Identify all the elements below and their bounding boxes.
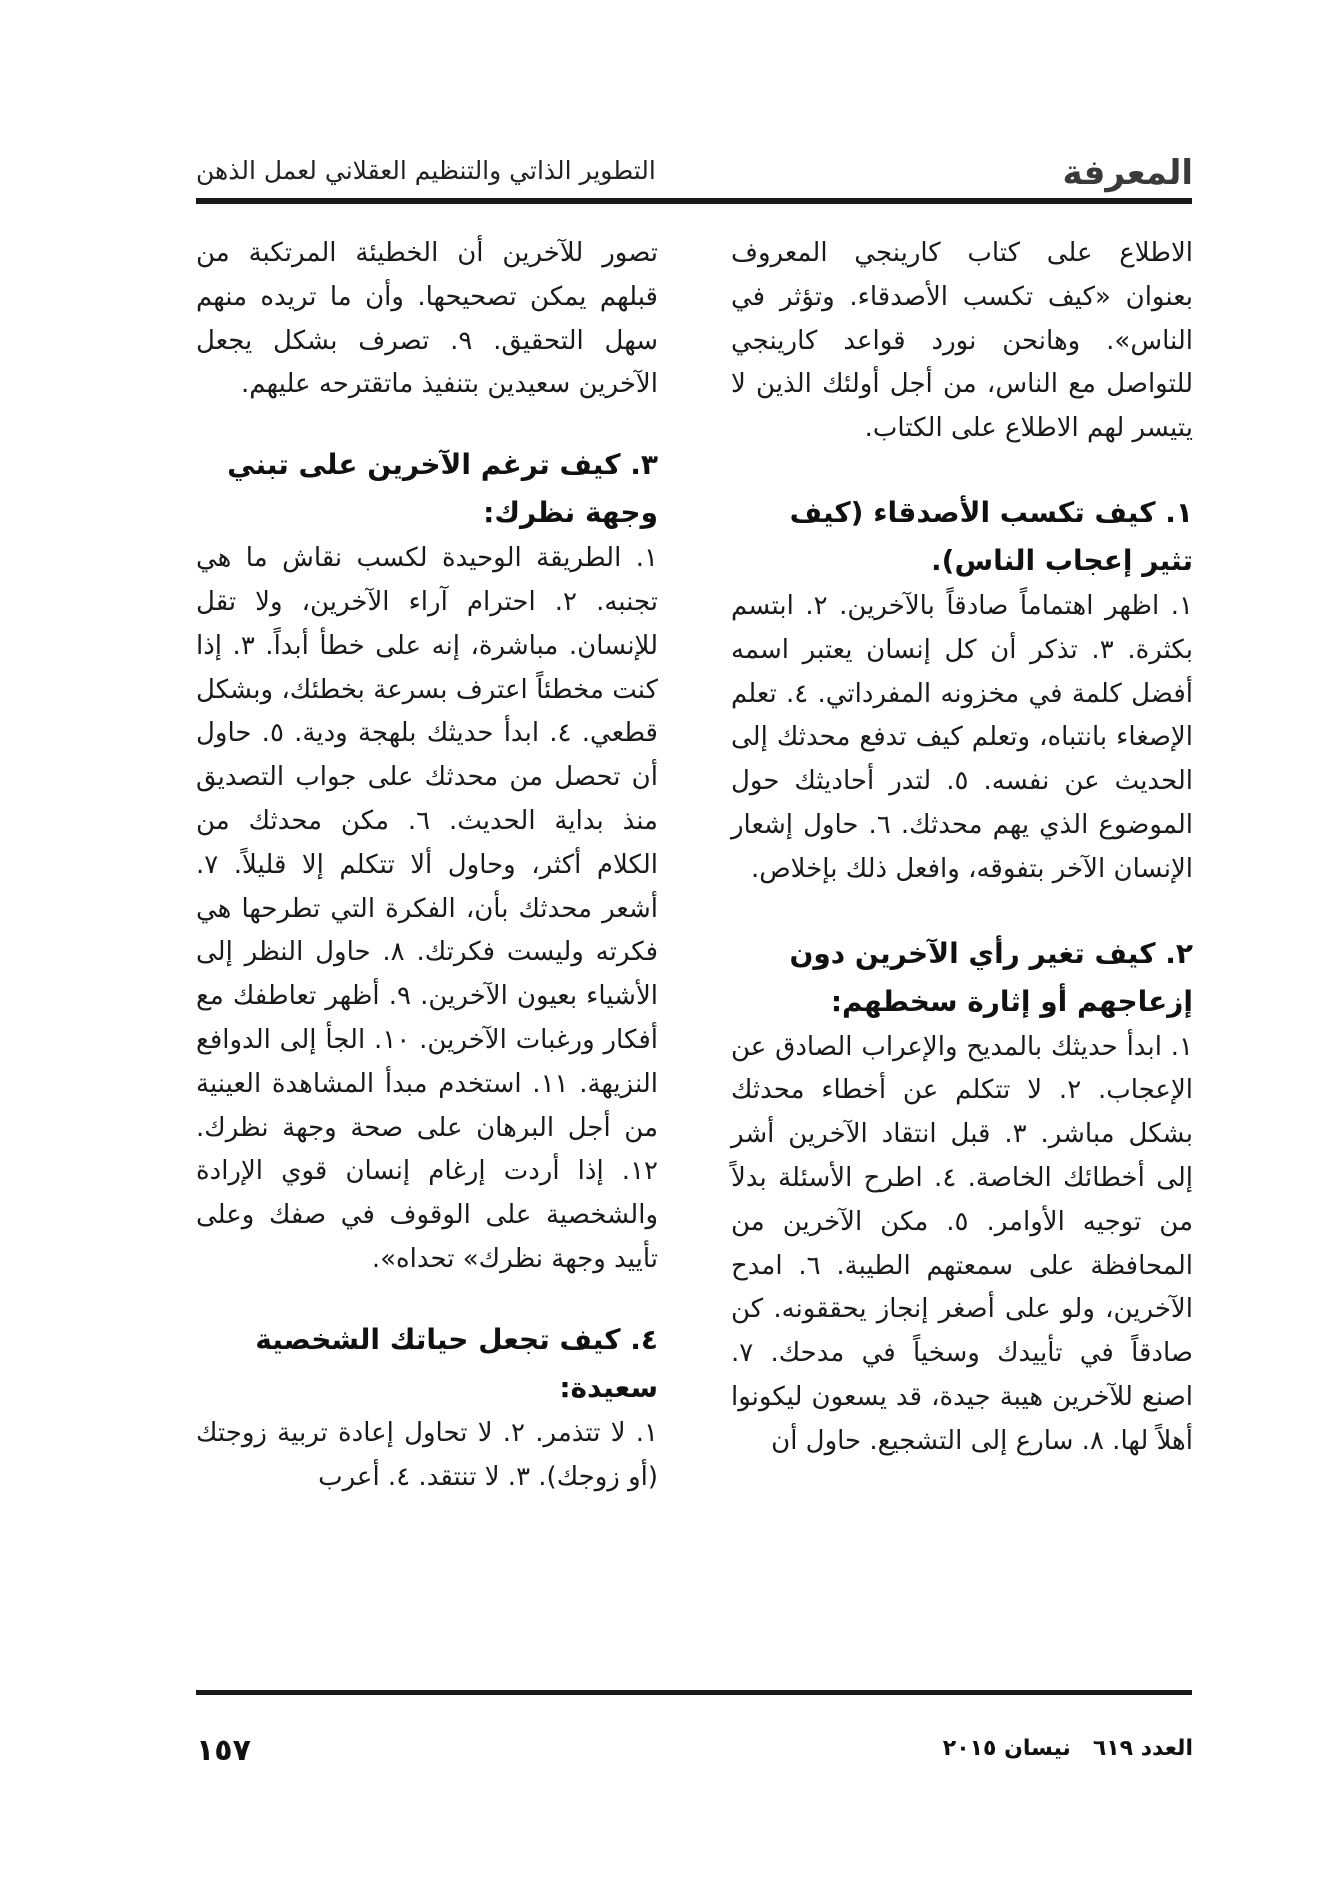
- section-heading-4: ٤. كيف تجعل حياتك الشخصية سعيدة:: [255, 1322, 658, 1404]
- right-column: [731, 232, 1193, 1464]
- issue-label: العدد ٦١٩: [1092, 1736, 1193, 1761]
- spacer: [731, 451, 1193, 489]
- section-4-paragraph: ١. لا تتذمر. ٢. لا تحاول إعادة تربية زوجتك (أو زوجك). ٣. لا تنتقد. ٤. أعرب: [196, 1417, 658, 1492]
- section-heading-2: ٢. كيف تغير رأي الآخرين دون إزعاجهم أو إثارة سخطهم:: [789, 936, 1193, 1018]
- magazine-logo: المعرفة: [1062, 153, 1193, 193]
- spacer: [196, 1282, 658, 1316]
- header-rule: [196, 198, 1192, 204]
- section-heading-1: ١. كيف تكسب الأصدقاء (كيف تثير إعجاب الناس).: [789, 495, 1193, 577]
- section-2-paragraph: ١. ابدأ حديثك بالمديح والإعراب الصادق عن الإعجاب. ٢. لا تتكلم عن أخطاء محدثك بشكل مباشر. ٣. قبل انتقاد الآخرين أشر إلى أخطائك الخاصة. ٤. اطرح الأسئلة بدلاً من توجيه الأوامر. ٥. مكن الآخرين من المحافظة على سمعتهم الطيبة. ٦. امدح الآخرين، ولو على أصغر إنجاز يحققونه. كن صادقاً في تأييدك وسخياً في مدحك. ٧. اصنع للآخرين هيبة جيدة، قد يسعون ليكونوا أهلاً لها. ٨. سارع إلى التشجيع. حاول أن: [731, 1031, 1194, 1456]
- section-3-paragraph: ١. الطريقة الوحيدة لكسب نقاش ما هي تجنبه. ٢. احترام آراء الآخرين، ولا تقل للإنسان. مباشرة، إنه على خطأ أبداً. ٣. إذا كنت مخطئاً اعترف بسرعة بخطئك، وبشكل قطعي. ٤. ابدأ حديثك بلهجة ودية. ٥. حاول أن تحصل من محدثك على جواب التصديق منذ بداية الحديث. ٦. مكن محدثك من الكلام أكثر، وحاول ألا تتكلم إلا قليلاً. ٧. أشعر محدثك بأن، الفكرة التي تطرحها هي فكرته وليست فكرتك. ٨. حاول النظر إلى الأشياء بعيون الآخرين. ٩. أظهر تعاطفك مع أفكار ورغبات الآخرين. ١٠. الجأ إلى الدوافع النزيهة. ١١. استخدم مبدأ المشاهدة العينية من أجل البرهان على صحة وجهة نظرك. ١٢. إذا أردت إرغام إنسان قوي الإرادة والشخصية على الوقوف في صفك وعلى تأييد وجهة نظرك» تحداه».: [196, 543, 658, 1274]
- spacer: [196, 407, 658, 441]
- footer-rule: [196, 1690, 1192, 1695]
- running-title: التطوير الذاتي والتنظيم العقلاني لعمل الذهن: [196, 156, 656, 185]
- section-1-paragraph: ١. اظهر اهتماماً صادقاً بالآخرين. ٢. ابتسم بكثرة. ٣. تذكر أن كل إنسان يعتبر اسمه أفضل كلمة في مخزونه المفرداتي. ٤. تعلم الإصغاء بانتباه، وتعلم كيف تدفع محدثك إلى الحديث عن نفسه. ٥. لتدر أحاديثك حول الموضوع الذي يهم محدثك. ٦. حاول إشعار الإنسان الآخر بتفوقه، وافعل ذلك بإخلاص.: [731, 590, 1194, 884]
- section-heading-3: ٣. كيف ترغم الآخرين على تبني وجهة نظرك:: [227, 448, 658, 530]
- issue-info: [921, 1736, 1193, 1761]
- issue-date: نيسان ٢٠١٥: [942, 1736, 1071, 1761]
- left-column: [196, 232, 658, 1499]
- continued-paragraph: تصور للآخرين أن الخطيئة المرتكبة من قبلهم يمكن تصحيحها. وأن ما تريده منهم سهل التحقيق. ٩. تصرف بشكل يجعل الآخرين سعيدين بتنفيذ ماتقترحه عليهم.: [196, 238, 658, 400]
- spacer: [731, 892, 1193, 930]
- page-number: ١٥٧: [196, 1733, 251, 1768]
- intro-paragraph: الاطلاع على كتاب كارينجي المعروف بعنوان «كيف تكسب الأصدقاء. وتؤثر في الناس». وهانحن نورد قواعد كارينجي للتواصل مع الناس، من أجل أولئك الذين لا يتيسر لهم الاطلاع على الكتاب.: [731, 238, 1193, 444]
